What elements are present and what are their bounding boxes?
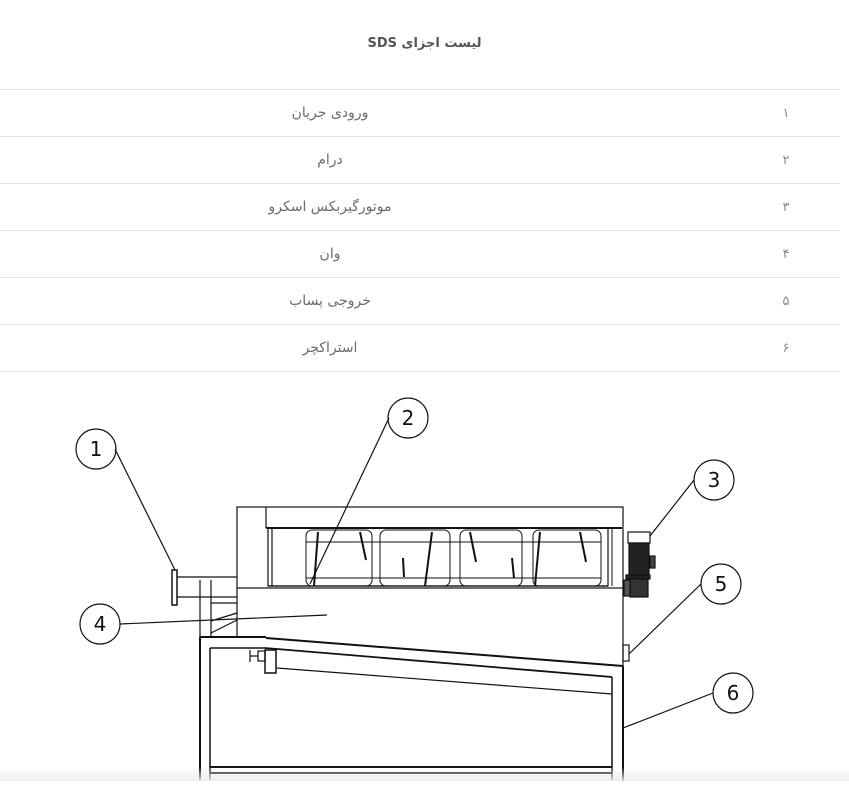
callout-label-1: 1 bbox=[89, 437, 103, 461]
table-row bbox=[0, 184, 840, 231]
motor-gearbox bbox=[624, 532, 655, 597]
callout-label-5: 5 bbox=[714, 572, 728, 596]
drum bbox=[306, 528, 612, 586]
inlet-pipe bbox=[172, 570, 237, 637]
part-number: ۶ bbox=[732, 325, 840, 372]
part-number: ۱ bbox=[732, 90, 840, 137]
part-name: خروجی پساب bbox=[289, 293, 371, 309]
part-name: موتورگیربکس اسکرو bbox=[268, 199, 392, 215]
table-row bbox=[0, 231, 840, 278]
part-number: ۵ bbox=[732, 278, 840, 325]
bottom-shadow bbox=[0, 767, 849, 781]
table-row bbox=[0, 278, 840, 325]
callout-label-2: 2 bbox=[401, 406, 415, 430]
page-title: لیست اجزای SDS bbox=[367, 36, 482, 51]
callout-3 bbox=[650, 460, 734, 536]
part-number: ۳ bbox=[732, 184, 840, 231]
callout-label-3: 3 bbox=[707, 468, 721, 492]
callout-label-4: 4 bbox=[93, 612, 107, 636]
parts-table bbox=[0, 89, 840, 372]
sds-technical-drawing bbox=[0, 390, 849, 781]
part-name: استراکچر bbox=[302, 340, 358, 356]
table-row bbox=[0, 325, 840, 372]
structure bbox=[200, 637, 623, 781]
table-row bbox=[0, 90, 840, 137]
part-name: درام bbox=[317, 152, 343, 168]
tank bbox=[200, 588, 629, 694]
callout-label-6: 6 bbox=[726, 681, 740, 705]
part-number: ۴ bbox=[732, 231, 840, 278]
part-number: ۲ bbox=[732, 137, 840, 184]
part-name: ورودی جریان bbox=[291, 105, 369, 121]
table-row bbox=[0, 137, 840, 184]
part-name: وان bbox=[319, 246, 341, 262]
